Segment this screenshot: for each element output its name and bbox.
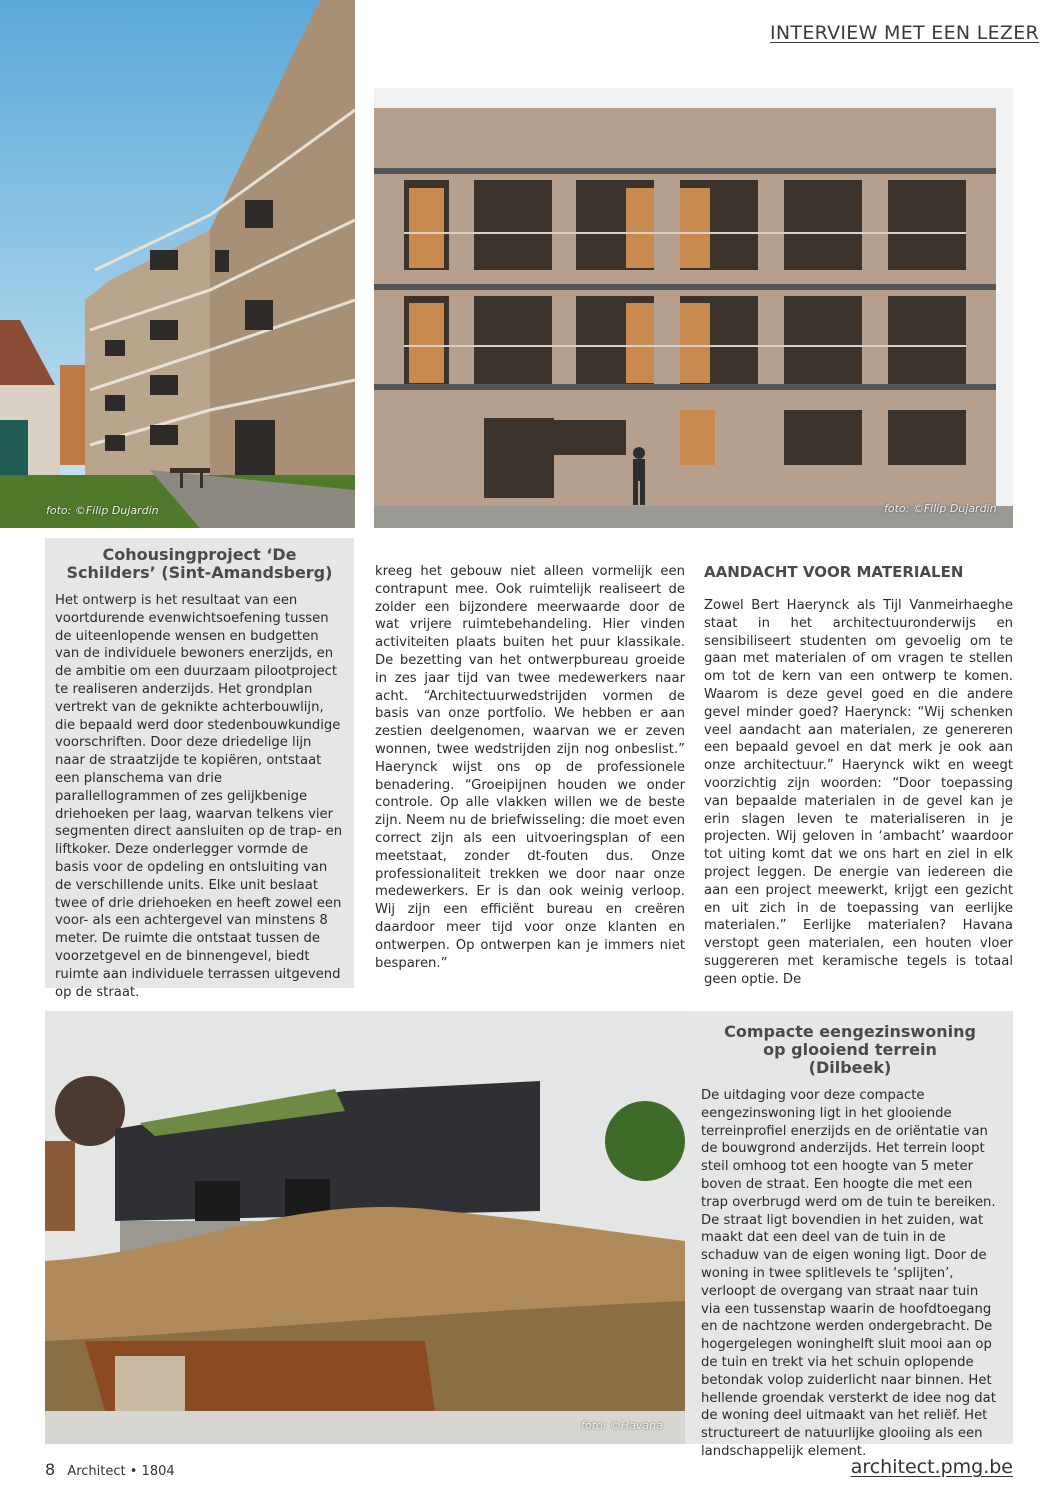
caption-title: Cohousingproject ‘De Schilders’ (Sint-Amandsberg) <box>66 545 333 582</box>
photo-brick-facade <box>374 88 1013 528</box>
article-column-3 <box>704 563 1013 989</box>
photo-cohousing-building <box>0 0 355 528</box>
photo-credit: foto: ©Filip Dujardin <box>46 504 159 517</box>
article-column-2 <box>375 563 685 972</box>
photo-credit: foto: ©Filip Dujardin <box>884 502 997 515</box>
caption-box-cohousing <box>45 538 354 1000</box>
page-number: 8 <box>45 1460 56 1479</box>
magazine-issue: Architect • 1804 <box>67 1464 175 1479</box>
house-illustration <box>45 1011 685 1444</box>
facade-illustration <box>374 88 1013 528</box>
caption-text: Het ontwerp is het resultaat van een voortdurende evenwichtsoefening tussen de uiteenlopende wensen en budgetten van de individuele bewoners enerzijds, en de ambitie om een duurzaam pilootproject te realiseren anderzijds. Het grondplan vertrekt van de geknikte achterbouwlijn, die bepaald werd door stedenbouwkundige voorschriften. Door deze driedelige lijn naar de straatzijde te kopiëren, ontstaat een planschema van drie parallellogrammen of zes gelijkbenige driehoeken per laag, waarvan telkens vier segmenten direct aansluiten op de trap- en liftkoker. Deze onderlegger vormde de basis voor de opdeling en ontsluiting van de verschillende units. Elke unit beslaat twee of drie driehoeken en heeft zowel een voor- als een achtergevel van minstens 8 meter. De ruimte die ontstaat tussen de voorzetgevel en de binnengevel, biedt ruimte aan individuele terrassen uitgevend op de straat. <box>55 593 343 1000</box>
website-link[interactable]: architect.pmg.be <box>850 1456 1013 1478</box>
caption-title: Compacte eengezinswoning op glooiend terrein (Dilbeek) <box>724 1022 976 1077</box>
caption-text: De uitdaging voor deze compacte eengezinswoning ligt in het glooiende terreinprofiel enerzijds en de oriëntatie van de bouwgrond anderzijds. Het terrein loopt steil omhoog tot een hoogte van 5 meter boven de straat. Een hoogte die met een trap overbrugd werd om de tuin te bereiken. De straat ligt bovendien in het zuiden, wat maakt dat een deel van de tuin in de schaduw van de eigen woning ligt. Door de woning in twee splitlevels te ‘splijten’, verloopt de overgang van straat naar tuin via een tussenstap waarin de hoofdtoegang en de nachtzone werden ondergebracht. De hogergelegen woninghelft sluit mooi aan op de tuin en trekt via het schuin oplopende betondak volop zuiderlicht naar binnen. Het hellende groendak versterkt de idee nog dat de woning deel uitmaakt van het reliëf. Het structureert de natuurlijke glooiing als een landschappelijk element. <box>701 1088 996 1459</box>
building-illustration <box>0 0 355 528</box>
section-label: INTERVIEW MET EEN LEZER <box>770 22 1040 44</box>
article-paragraph: kreeg het gebouw niet alleen vormelijk een contrapunt mee. Ook ruimtelijk realiseert de zolder een bijzondere meerwaarde door de wat vrijere ruimtebehandeling. Hier vinden activiteiten plaats buiten het puur klassikale. De bezetting van het ontwerpbureau groeide in zes jaar tijd van twee medewerkers naar acht. “Architectuurwedstrijden vormen de basis van onze portfolio. We hebben er aan zestien deelgenomen, waarvan we er zeven wonnen, twee wedstrijden zijn nog onbeslist.” Haerynck wijst ons op de professionele benadering. “Groeipijnen houden we onder controle. Op alle vlakken willen we de beste zijn. Neem nu de briefwisseling: die moet even correct zijn als een uitvoeringsplan of een meetstaat, zonder dt-fouten dus. Onze professionaliteit trekken we door naar onze medewerkers. Er is dan ook weinig verloop. Wij zijn een efficiënt bureau en creëren daardoor meer tijd voor onze klanten en ontwerpen. Op ontwerpen kan je immers niet besparen.” <box>375 564 685 971</box>
photo-hillside-house <box>45 1011 685 1444</box>
footer-left <box>45 1460 175 1479</box>
caption-box-dilbeek <box>685 1011 1013 1459</box>
photo-credit: foto: ©Havana <box>581 1419 663 1432</box>
section-heading: AANDACHT VOOR MATERIALEN <box>704 563 964 581</box>
article-paragraph: Zowel Bert Haerynck als Tijl Vanmeirhaeghe staat in het architectuuronderwijs en sensibiliseert studenten om gevoelig om te gaan met materialen of om vragen te stellen om tot de kern van een ontwerp te komen. Waarom is deze gevel goed en die andere gevel minder goed? Haerynck: “Wij schenken veel aandacht aan materialen, ze genereren een bepaald gevoel en dat merk je ook aan onze architectuur.” Haerynck wikt en weegt voorzichtig zijn woorden: “Door toepassing van bepaalde materialen in de gevel kan je erin slagen leven te materialiseren in je projecten. Wij geloven in ‘ambacht’ waardoor tot uiting komt dat we ons hart en ziel in elk project leggen. De energie van iedereen die aan een project meewerkt, krijgt een gezicht en uit zich in de toepassing van eerlijke materialen.” Eerlijke materialen? Havana verstopt geen materialen, een houten vloer suggereren met keramische tegels is totaal geen optie. De <box>704 598 1013 987</box>
